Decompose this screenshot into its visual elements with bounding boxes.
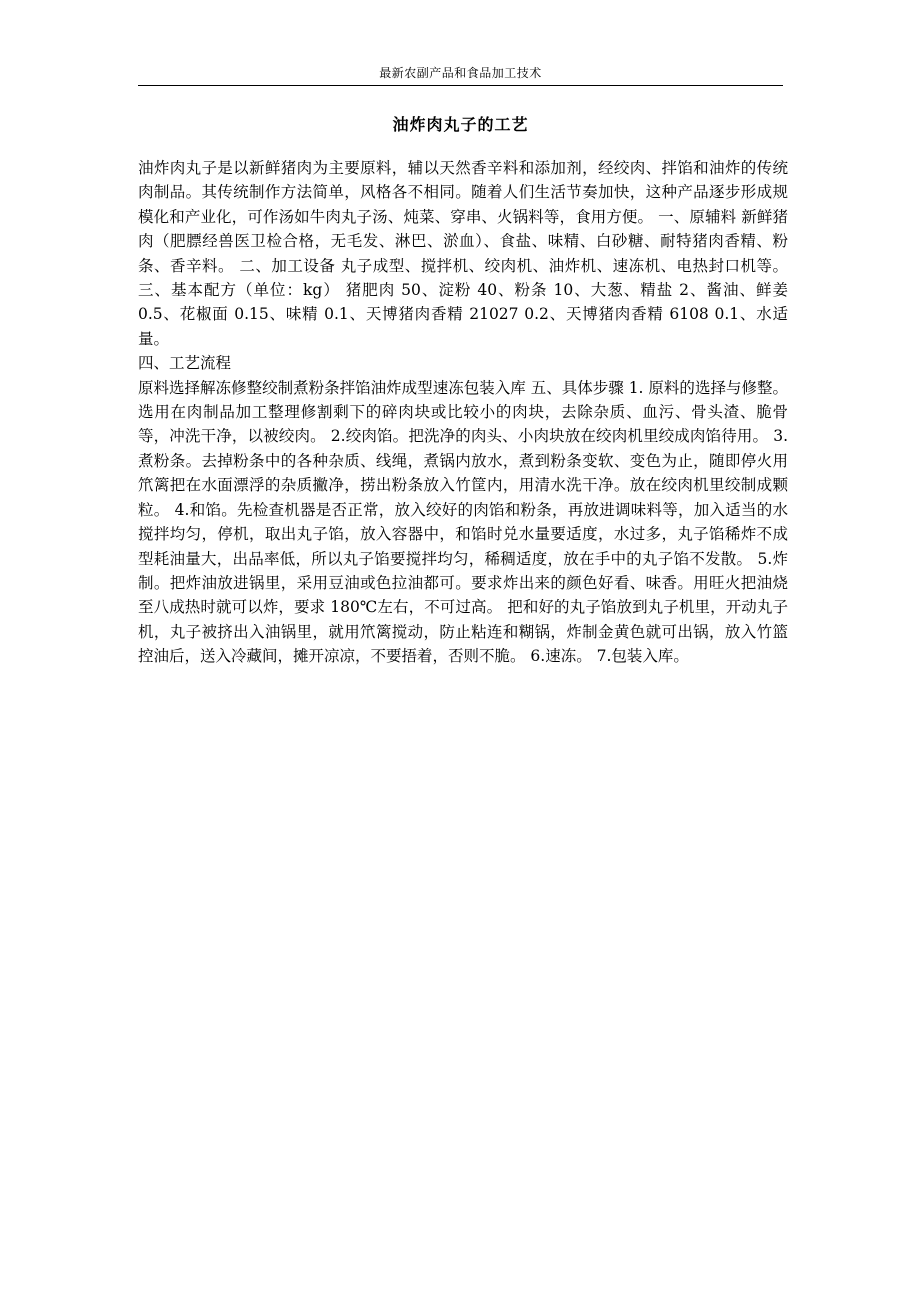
paragraph-intro: 油炸肉丸子是以新鲜猪肉为主要原料，辅以天然香辛料和添加剂，经绞肉、拌馅和油炸的传统肉制品。其传统制作方法简单，风格各不相同。随着人们生活节奏加快，这种产品逐步形成规模化和产业化，可作汤如牛肉丸子汤、炖菜、穿串、火锅料等，食用方便。 一、原辅料 新鲜猪肉（肥膘经兽医卫检合格，无毛发、淋巴、淤血）、食盐、味精、白砂糖、耐特猪肉香精、粉条、香辛料。 二、加工设备 丸子成型、搅拌机、绞肉机、油炸机、速冻机、电热封口机等。 三、基本配方（单位：kg） 猪肥肉 50、淀粉 40、粉条 10、大葱、精盐 2、酱油、鲜姜 0.5、花椒面 0.15、味精 0.1、天博猪肉香精 21027 0.2、天博猪肉香精 6108 0.1、水适量。 xyxy=(138,159,788,348)
paragraph-process-heading: 四、工艺流程 xyxy=(138,354,232,373)
paragraph-steps: 原料选择解冻修整绞制煮粉条拌馅油炸成型速冻包装入库 五、具体步骤 1. 原料的选择与修整。选用在肉制品加工整理修割剩下的碎肉块或比较小的肉块，去除杂质、血污、骨头渣、脆骨等，冲洗干净，以被绞肉。 2.绞肉馅。把洗净的肉头、小肉块放在绞肉机里绞成肉馅待用。 3.煮粉条。去掉粉条中的各种杂质、线绳，煮锅内放水，煮到粉条变软、变色为止，随即停火用笊篱把在水面漂浮的杂质撇净，捞出粉条放入竹筐内，用清水洗干净。放在绞肉机里绞制成颗粒。 4.和馅。先检查机器是否正常，放入绞好的肉馅和粉条，再放进调味料等，加入适当的水搅拌均匀，停机，取出丸子馅，放入容器中，和馅时兑水量要适度，水过多，丸子馅稀炸不成型耗油量大，出品率低，所以丸子馅要搅拌均匀，稀稠适度，放在手中的丸子馅不发散。 5.炸制。把炸油放进锅里，采用豆油或色拉油都可。要求炸出来的颜色好看、味香。用旺火把油烧至八成热时就可以炸，要求 180℃左右，不可过高。 把和好的丸子馅放到丸子机里，开动丸子机，丸子被挤出入油锅里，就用笊篱搅动，防止粘连和糊锅，炸制金黄色就可出锅，放入竹篮控油后，送入冷藏间，摊开凉凉，不要捂着，否则不脆。 6.速冻。 7.包装入库。 xyxy=(138,378,788,666)
document-title: 油炸肉丸子的工艺 xyxy=(392,115,529,134)
header-rule xyxy=(138,85,783,86)
running-header: 最新农副产品和食品加工技术 xyxy=(379,66,542,80)
document-body xyxy=(138,156,788,669)
